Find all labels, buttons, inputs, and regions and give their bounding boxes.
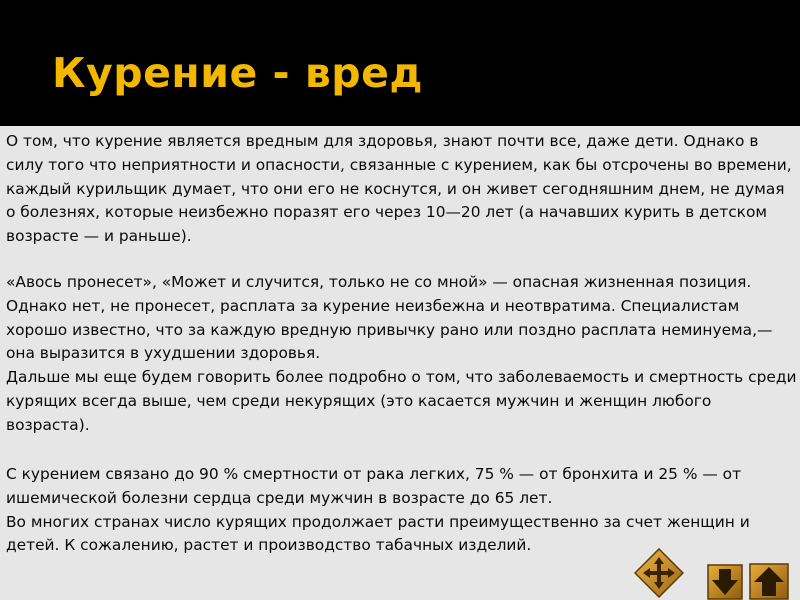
previous-slide-button[interactable]: [749, 563, 789, 600]
paragraph-2: «Авось пронесет», «Может и случится, только не со мной» — опасная жизненная позиция. Однако нет, не пронесет, расплата за курение неизбежна и неотвратима. Специалистам хорошо известно, что за каждую вредную привычку рано или поздно расплата неминуема,— она выразится в ухудшении здоровья. Дальше мы еще будем говорить более подробно о том, что заболеваемость и смертность среди курящих всегда выше, чем среди некурящих (это касается мужчин и женщин любого возраста).: [6, 273, 797, 434]
slide-title: Курение - вред: [52, 49, 424, 97]
next-slide-button[interactable]: [707, 564, 743, 600]
paragraph-1: О том, что курение является вредным для здоровья, знают почти все, даже дети. Однако в силу того что неприятности и опасности, связанные с курением, как бы отсрочены во времени, каждый курильщик думает, что они его не коснутся, и он живет сегодняшним днем, не думая о болезнях, которые неизбежно поразят его через 10—20 лет (а начавших курить в детском возрасте — и раньше).: [6, 132, 792, 246]
home-nav-button[interactable]: [634, 548, 684, 598]
arrow-down-icon: [707, 564, 743, 600]
home-move-icon: [634, 548, 684, 598]
paragraph-3: С курением связано до 90 % смертности от рака легких, 75 % — от бронхита и 25 % — от ишемической болезни сердца среди мужчин в возрасте до 65 лет. Во многих странах число курящих продолжает расти преимущественно за счет женщин и детей. К сожалению, растет и производство табачных изделий.: [6, 465, 750, 555]
arrow-up-icon: [749, 563, 789, 600]
